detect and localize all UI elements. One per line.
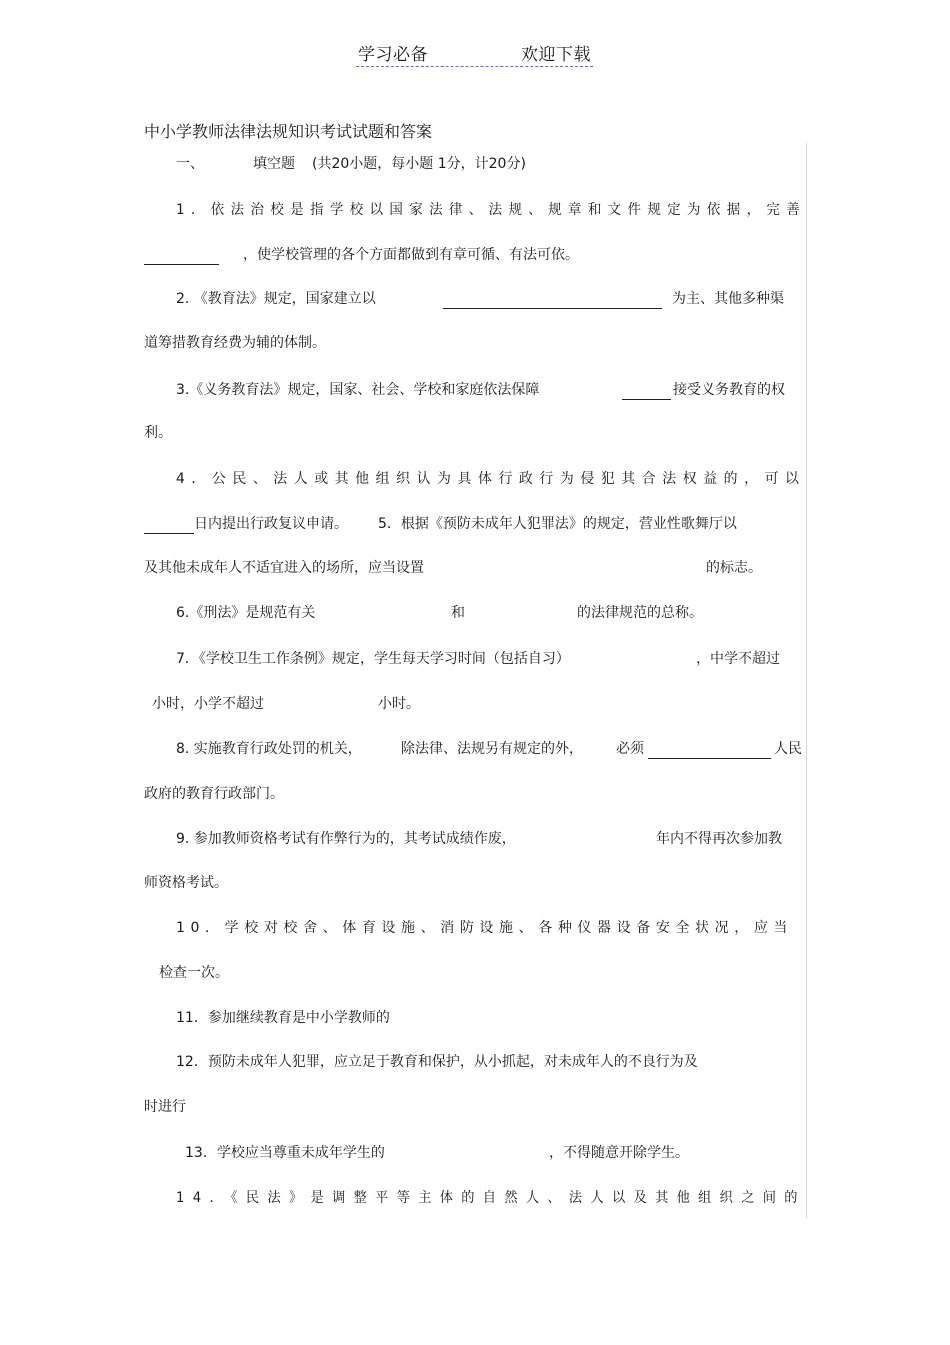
q3-blank — [622, 399, 671, 400]
q12-line-2: 时进行 — [144, 1099, 186, 1115]
q7-line-2b: 小时。 — [378, 696, 420, 712]
section-note: (共20小题，每小题 1分，计20分) — [312, 156, 526, 172]
q9-line-2: 师资格考试。 — [144, 875, 228, 891]
q5-line-1: 5．根据《预防未成年人犯罪法》的规定，营业性歌舞厅以 — [378, 516, 737, 532]
q1-line-2: ，使学校管理的各个方面都做到有章可循、有法可依。 — [243, 247, 579, 263]
q4-blank — [144, 533, 194, 534]
q9-line-1a: 9. 参加教师资格考试有作弊行为的，其考试成绩作废， — [176, 831, 516, 847]
section-name: 填空题 — [253, 156, 295, 172]
q5-line-2b: 的标志。 — [706, 560, 762, 576]
q6-text-a: 6.《刑法》是规范有关 — [176, 605, 316, 621]
q13-text-a: 13．学校应当尊重未成年学生的 — [185, 1145, 385, 1161]
q4-line-2: 日内提出行政复议申请。 — [194, 516, 348, 532]
q2-line-2: 道筹措教育经费为辅的体制。 — [144, 335, 326, 351]
q7-line-2a: 小时，小学不超过 — [152, 696, 264, 712]
q8-line-2: 政府的教育行政部门。 — [144, 786, 284, 802]
q3-line-1a: 3.《义务教育法》规定，国家、社会、学校和家庭依法保障 — [176, 382, 540, 398]
q3-line-1b: 接受义务教育的权 — [673, 382, 785, 398]
q2-blank — [443, 308, 662, 309]
q8-blank — [648, 758, 771, 759]
q4-line-1: 4．公民、法人或其他组织认为具体行政行为侵犯其合法权益的，可以 — [176, 471, 806, 487]
q1-blank — [144, 264, 219, 265]
q8-line-1d: 人民 — [774, 741, 802, 757]
q1-line-1: 1．依法治校是指学校以国家法律、法规、规章和文件规定为依据，完善 — [176, 202, 807, 218]
document-title: 中小学教师法律法规知识考试试题和答案 — [144, 122, 433, 141]
q2-line-1a: 2. 《教育法》规定，国家建立以 — [176, 291, 376, 307]
q3-line-2: 利。 — [144, 425, 172, 441]
q7-line-1b: ，中学不超过 — [696, 651, 780, 667]
header-right-text: 欢迎下载 — [521, 45, 591, 65]
q12-line-1: 12．预防未成年人犯罪，应立足于教育和保护，从小抓起，对未成年人的不良行为及 — [176, 1054, 698, 1070]
q8-line-1a: 8. 实施教育行政处罚的机关， — [176, 741, 362, 757]
q11-line-1: 11．参加继续教育是中小学教师的 — [176, 1010, 390, 1026]
q9-line-1b: 年内不得再次参加教 — [656, 831, 782, 847]
q8-line-1c: 必须 — [616, 741, 644, 757]
q5-line-2a: 及其他未成年人不适宜进入的场所，应当设置 — [144, 560, 424, 576]
q13-text-b: ，不得随意开除学生。 — [549, 1145, 689, 1161]
q10-line-2: 检查一次。 — [159, 965, 229, 981]
q7-line-1a: 7．《学校卫生工作条例》规定，学生每天学习时间（包括自习） — [176, 651, 570, 667]
q6-text-c: 的法律规范的总称。 — [577, 605, 703, 621]
page-header — [356, 40, 593, 67]
q8-line-1b: 除法律、法规另有规定的外， — [401, 741, 583, 757]
right-margin-rule — [806, 143, 807, 1218]
q2-line-1b: 为主、其他多种渠 — [672, 291, 784, 307]
q6-text-b: 和 — [451, 605, 465, 621]
q14-line-1: 14．《民法》是调整平等主体的自然人、法人以及其他组织之间的 — [176, 1190, 806, 1206]
section-number: 一、 — [176, 156, 204, 172]
q10-line-1: 10．学校对校舍、体育设施、消防设施、各种仪器设备安全状况，应当 — [176, 920, 794, 936]
header-left-text: 学习必备 — [358, 45, 428, 65]
